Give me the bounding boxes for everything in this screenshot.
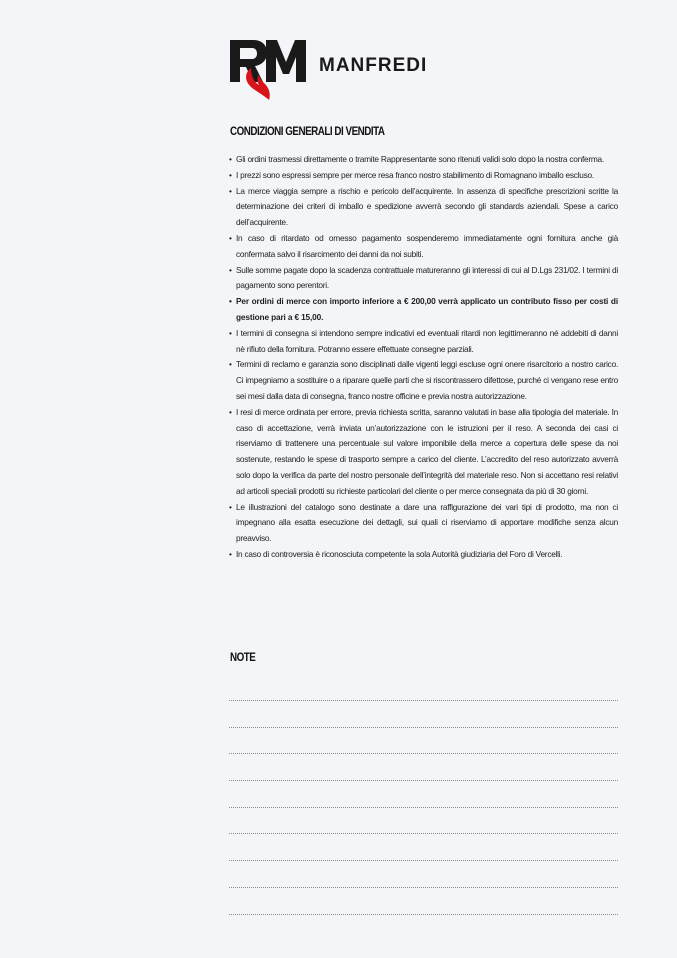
note-line — [229, 753, 618, 754]
note-line — [229, 727, 618, 728]
terms-item: • Sulle somme pagate dopo la scadenza contrattuale matureranno gli interessi di cui al D.Lgs 231/02. I termini di pagamento sono perentori. — [229, 263, 618, 295]
terms-item: • Termini di reclamo e garanzia sono disciplinati dalle vigenti leggi escluse ogni onere risarcitorio a nostro carico. Ci impegniamo a sostituire o a riparare quelle parti che si riscontrassero difettose, purché ci vengano rese entro sei mesi dalla data di consegna, franco nostre officine e previa nostra autorizzazione. — [229, 357, 618, 404]
terms-item: • In caso di controversia è riconosciuta competente la sola Autorità giudiziaria del Foro di Vercelli. — [229, 547, 618, 563]
note-line — [229, 914, 618, 915]
terms-item: • Le illustrazioni del catalogo sono destinate a dare una raffigurazione dei vari tipi di prodotto, ma non ci impegnano alla esatta esecuzione dei dettagli, sui quali ci riserviamo di apportare modifiche senza alcun preavviso. — [229, 500, 618, 547]
note-line — [229, 780, 618, 781]
terms-item: • I termini di consegna si intendono sempre indicativi ed eventuali ritardi non legittimeranno né addebiti di danni nè rifiuto della fornitura. Potranno essere effettuate consegne parziali. — [229, 326, 618, 358]
notes-lines — [229, 700, 618, 940]
manfredi-logo — [229, 38, 469, 102]
note-line — [229, 807, 618, 808]
notes-title: NOTE — [230, 650, 256, 664]
terms-item: • I resi di merce ordinata per errore, previa richiesta scritta, saranno valutati in base alla tipologia del materiale. In caso di accettazione, verrà inviata un’autorizzazione con le istruzioni per il reso. A seconda dei casi ci riserviamo di trattenere una percentuale sul valore imponibile della merce a copertura delle spese da noi sostenute, restando le spese di trasporto sempre a carico del cliente. L’accredito del reso autorizzato avverrà solo dopo la verifica da parte del nostro personale dell’integrità del materiale reso. Non si accettano resi relativi ad articoli speciali prodotti su richieste particolari del cliente o per merce consegnata da più di 30 giorni. — [229, 405, 618, 500]
terms-item: • Gli ordini trasmessi direttamente o tramite Rappresentante sono ritenuti validi solo dopo la nostra conferma. — [229, 152, 618, 168]
terms-item: • In caso di ritardato od omesso pagamento sospenderemo immediatamente ogni fornitura anche già confermata salvo il risarcimento dei danni da noi subiti. — [229, 231, 618, 263]
svg-text:MANFREDI: MANFREDI — [319, 55, 428, 76]
note-line — [229, 700, 618, 701]
terms-title: CONDIZIONI GENERALI DI VENDITA — [230, 124, 385, 138]
terms-list — [229, 152, 618, 563]
terms-item: • Per ordini di merce con importo inferiore a € 200,00 verrà applicato un contributo fisso per costi di gestione pari a € 15,00. — [229, 294, 618, 326]
note-line — [229, 860, 618, 861]
note-line — [229, 833, 618, 834]
terms-item: • La merce viaggia sempre a rischio e pericolo dell’acquirente. In assenza di specifiche prescrizioni scritte la determinazione dei criteri di imballo e spedizione avverrà secondo gli standards aziendali. Spese a carico dell’acquirente. — [229, 184, 618, 231]
note-line — [229, 887, 618, 888]
terms-item: • I prezzi sono espressi sempre per merce resa franco nostro stabilimento di Romagnano imballo escluso. — [229, 168, 618, 184]
